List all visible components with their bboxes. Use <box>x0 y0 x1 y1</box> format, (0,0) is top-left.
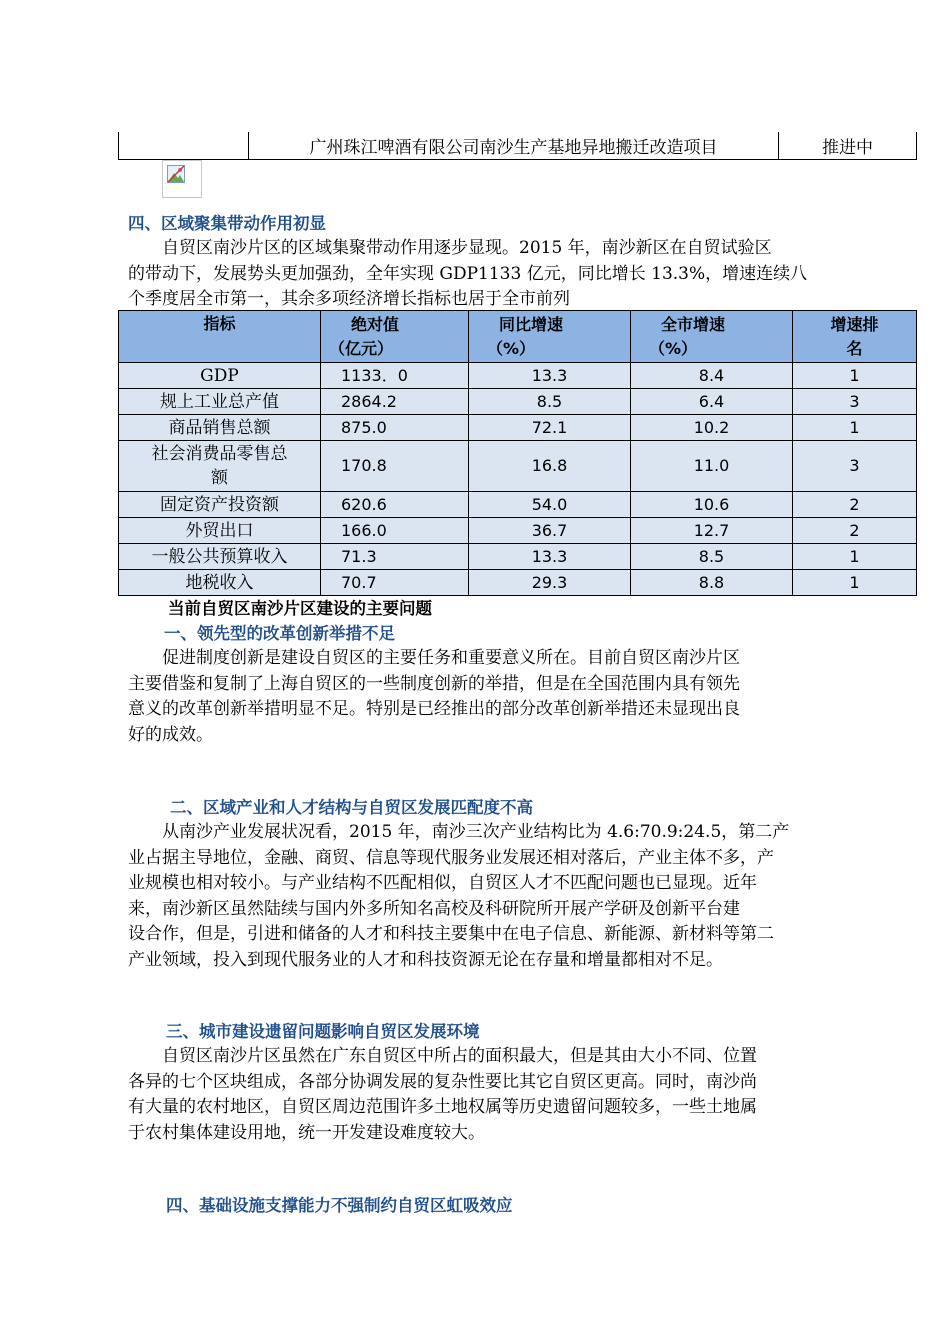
cell-text-line: 商品销售总额 <box>168 417 271 438</box>
indicator-cell <box>119 415 321 441</box>
paragraph-line: 自贸区南沙片区虽然在广东自贸区中所占的面积最大，但是其由大小不同、位置 <box>162 1046 757 1066</box>
absolute-value-cell: 620.6 <box>321 492 469 518</box>
yoy-growth-cell: 36.7 <box>469 518 631 544</box>
header-rank <box>793 311 917 363</box>
absolute-value-cell: 71.3 <box>321 544 469 570</box>
stats-table <box>118 310 917 596</box>
paragraph-line: 于农村集体建设用地，统一开发建设难度较大。 <box>128 1122 485 1143</box>
city-growth-cell: 10.6 <box>631 492 793 518</box>
project-status-cell: 推进中 <box>779 132 917 160</box>
rank-cell: 2 <box>793 518 917 544</box>
paragraph-line: 设合作，但是，引进和储备的人才和科技主要集中在电子信息、新能源、新材料等第二 <box>128 924 774 944</box>
section-heading: 四、基础设施支撑能力不强制约自贸区虹吸效应 <box>166 1196 513 1215</box>
cell-text-line: 增速排 <box>830 314 879 334</box>
broken-image-icon <box>162 160 202 198</box>
paragraph-line: 自贸区南沙片区的区域集聚带动作用逐步显现。2015 年，南沙新区在自贸试验区 <box>162 238 772 258</box>
absolute-value-cell: 170.8 <box>321 441 469 492</box>
city-growth-cell: 8.8 <box>631 570 793 596</box>
rank-cell: 1 <box>793 363 917 389</box>
indicator-cell <box>119 492 321 518</box>
city-growth-cell: 11.0 <box>631 441 793 492</box>
rank-cell: 1 <box>793 570 917 596</box>
problems-title: 当前自贸区南沙片区建设的主要问题 <box>168 599 432 618</box>
paragraph-line: 意义的改革创新举措明显不足。特别是已经推出的部分改革创新举措还未显现出良 <box>128 699 740 719</box>
paragraph-line: 有大量的农村地区，自贸区周边范围许多土地权属等历史遗留问题较多，一些土地属 <box>128 1097 757 1117</box>
cell-text-line: 固定资产投资额 <box>160 494 279 515</box>
cell-text-line: 一般公共预算收入 <box>151 546 288 567</box>
rank-cell: 3 <box>793 389 917 415</box>
paragraph-line: 促进制度创新是建设自贸区的主要任务和重要意义所在。目前自贸区南沙片区 <box>162 648 740 668</box>
header-yoy-growth <box>469 311 631 363</box>
header-indicator: 指标 <box>119 311 321 363</box>
city-growth-cell: 8.5 <box>631 544 793 570</box>
yoy-growth-cell: 16.8 <box>469 441 631 492</box>
project-empty-cell <box>119 132 249 160</box>
section-heading: 三、城市建设遗留问题影响自贸区发展环境 <box>166 1022 480 1041</box>
rank-cell: 3 <box>793 441 917 492</box>
cell-text-line: 同比增速 <box>499 314 564 334</box>
section-heading: 二、区域产业和人才结构与自贸区发展匹配度不高 <box>170 798 533 817</box>
yoy-growth-cell: 13.3 <box>469 363 631 389</box>
table-row <box>119 363 917 389</box>
table-row <box>119 441 917 492</box>
header-city-growth <box>631 311 793 363</box>
cell-text-line: （%） <box>649 338 698 358</box>
city-growth-cell: 12.7 <box>631 518 793 544</box>
section4-paragraph <box>128 236 828 313</box>
yoy-growth-cell: 29.3 <box>469 570 631 596</box>
paragraph-line: 主要借鉴和复制了上海自贸区的一些制度创新的举措，但是在全国范围内具有领先 <box>128 673 740 694</box>
absolute-value-cell: 2864.2 <box>321 389 469 415</box>
indicator-cell <box>119 518 321 544</box>
project-table <box>118 132 917 160</box>
table-row <box>119 132 917 160</box>
paragraph-line: 产业领域，投入到现代服务业的人才和科技资源无论在存量和增量都相对不足。 <box>128 949 723 970</box>
image-placeholder-icon <box>167 165 185 183</box>
indicator-cell <box>119 570 321 596</box>
table-row <box>119 518 917 544</box>
cell-text-line: （%） <box>487 338 536 358</box>
section-heading: 一、领先型的改革创新举措不足 <box>164 624 395 643</box>
table-row <box>119 544 917 570</box>
city-growth-cell: 6.4 <box>631 389 793 415</box>
paragraph-line: 来，南沙新区虽然陆续与国内外多所知名高校及科研院所开展产学研及创新平台建 <box>128 898 740 919</box>
paragraph-line: 业占据主导地位，金融、商贸、信息等现代服务业发展还相对落后，产业主体不多，产 <box>128 847 774 868</box>
header-absolute-value <box>321 311 469 363</box>
problem1-paragraph <box>128 646 828 748</box>
yoy-growth-cell: 8.5 <box>469 389 631 415</box>
paragraph-line: 的带动下，发展势头更加强劲，全年实现 GDP1133 亿元，同比增长 13.3%，增速连续八 <box>128 263 808 284</box>
cell-text-line: 名 <box>846 338 863 358</box>
paragraph-line: 好的成效。 <box>128 724 213 745</box>
table-row <box>119 415 917 441</box>
table-row <box>119 389 917 415</box>
absolute-value-cell: 166.0 <box>321 518 469 544</box>
indicator-cell <box>119 363 321 389</box>
absolute-value-cell: 70.7 <box>321 570 469 596</box>
yoy-growth-cell: 13.3 <box>469 544 631 570</box>
indicator-cell <box>119 389 321 415</box>
cell-text-line: 全市增速 <box>661 314 726 334</box>
cell-text-line: 额 <box>211 468 228 488</box>
rank-cell: 1 <box>793 544 917 570</box>
section-heading: 四、区域聚集带动作用初显 <box>128 214 326 233</box>
absolute-value-cell: 1133．0 <box>321 363 469 389</box>
cell-text-line: 外贸出口 <box>185 520 254 541</box>
problem3-paragraph <box>128 1044 828 1146</box>
yoy-growth-cell: 72.1 <box>469 415 631 441</box>
city-growth-cell: 10.2 <box>631 415 793 441</box>
cell-text-line: 地税收入 <box>185 572 254 593</box>
paragraph-line: 各异的七个区块组成，各部分协调发展的复杂性要比其它自贸区更高。同时，南沙尚 <box>128 1071 757 1092</box>
problem2-paragraph <box>128 820 828 973</box>
city-growth-cell: 8.4 <box>631 363 793 389</box>
table-row <box>119 570 917 596</box>
absolute-value-cell: 875.0 <box>321 415 469 441</box>
table-header-row <box>119 311 917 363</box>
indicator-cell <box>119 441 321 492</box>
cell-text-line: （亿元） <box>329 338 394 358</box>
indicator-cell <box>119 544 321 570</box>
table-row <box>119 492 917 518</box>
rank-cell: 1 <box>793 415 917 441</box>
project-name-cell: 广州珠江啤酒有限公司南沙生产基地异地搬迁改造项目 <box>249 132 779 160</box>
cell-text-line: 绝对值 <box>351 314 400 334</box>
cell-text-line: 社会消费品零售总 <box>151 444 288 464</box>
paragraph-line: 从南沙产业发展状况看，2015 年，南沙三次产业结构比为 4.6:70.9:24.5，第二产 <box>162 822 790 842</box>
cell-text-line: GDP <box>200 365 239 386</box>
paragraph-line: 业规模也相对较小。与产业结构不匹配相似，自贸区人才不匹配问题也已显现。近年 <box>128 873 757 893</box>
rank-cell: 2 <box>793 492 917 518</box>
yoy-growth-cell: 54.0 <box>469 492 631 518</box>
cell-text-line: 规上工业总产值 <box>160 391 279 412</box>
paragraph-line: 个季度居全市第一，其余多项经济增长指标也居于全市前列 <box>128 289 570 309</box>
